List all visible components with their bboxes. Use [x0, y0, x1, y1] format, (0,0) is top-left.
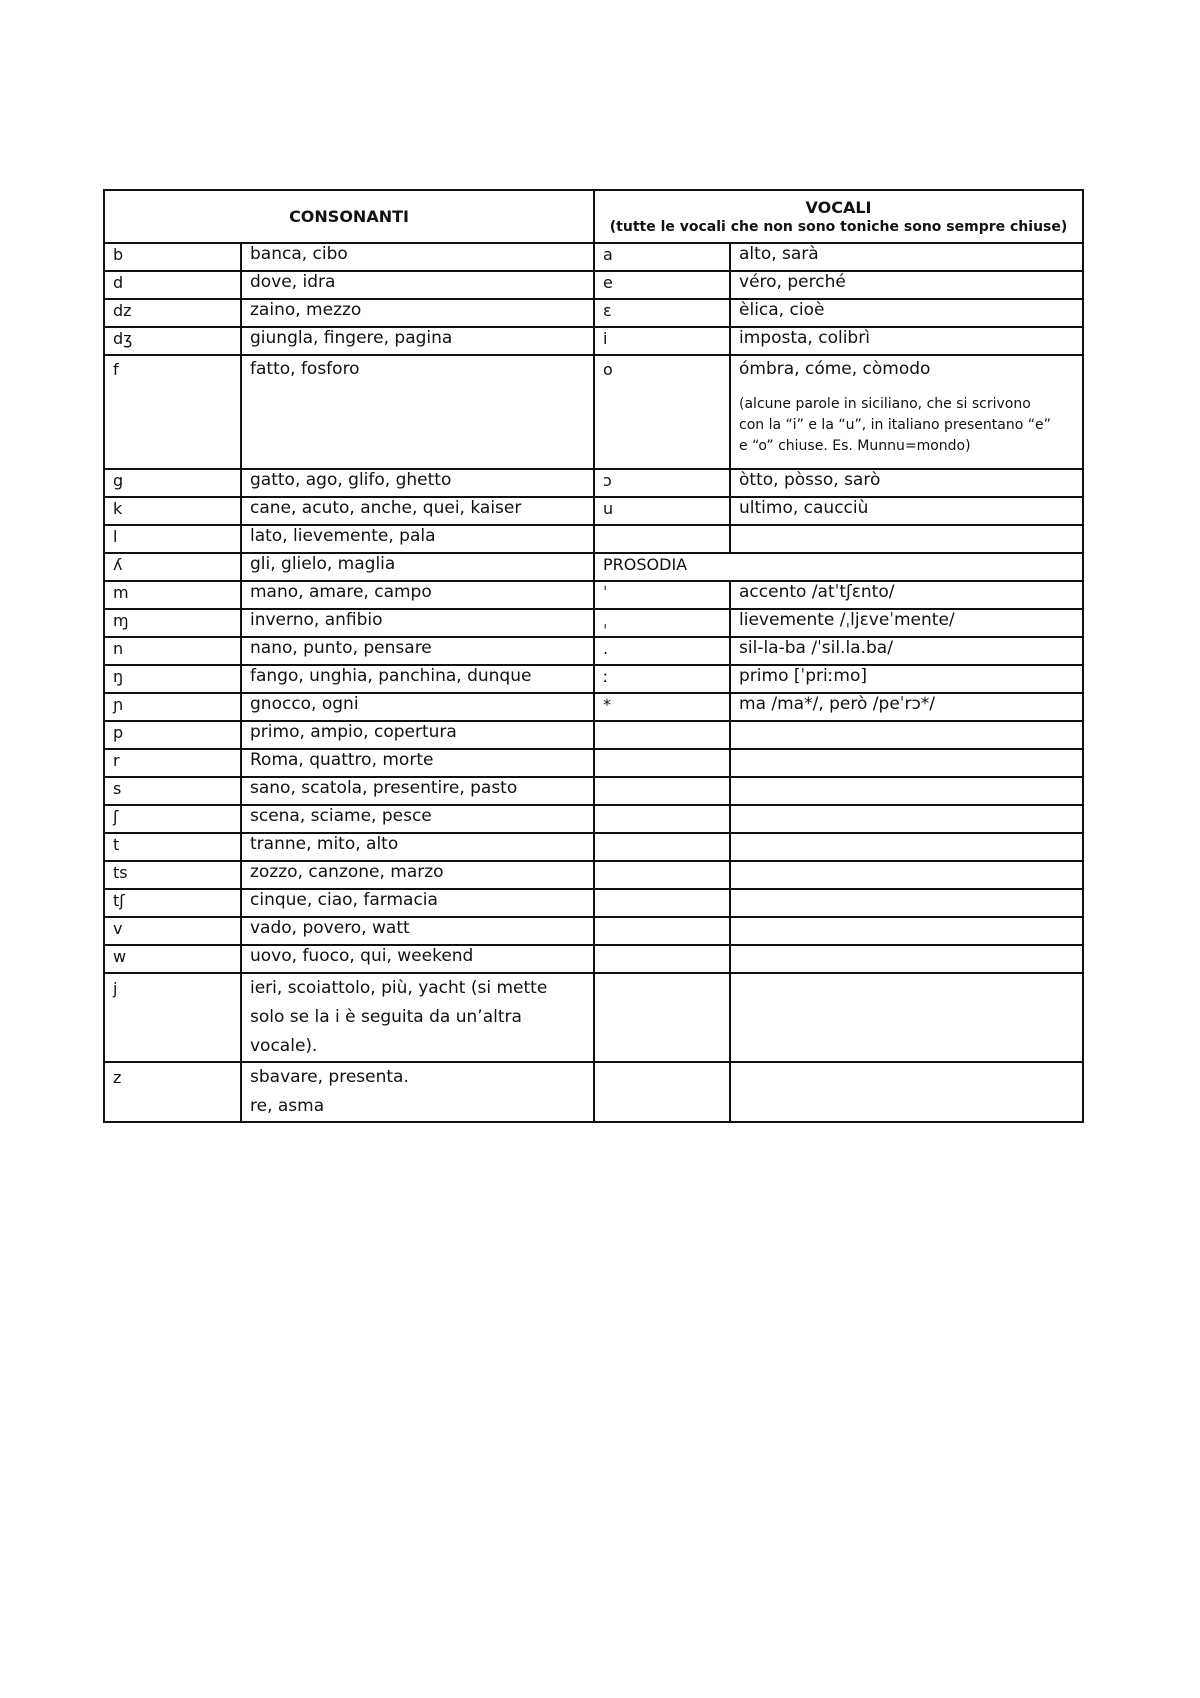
- consonant-symbol: ŋ: [104, 665, 241, 693]
- consonant-examples: mano, amare, campo: [241, 581, 594, 609]
- consonant-examples: primo, ampio, copertura: [241, 721, 594, 749]
- consonant-symbol: f: [104, 355, 241, 469]
- consonant-symbol: ʎ: [104, 553, 241, 581]
- consonant-examples: tranne, mito, alto: [241, 833, 594, 861]
- prosody-symbol: .: [594, 637, 730, 665]
- table-row: [104, 889, 1083, 917]
- consonant-symbol: tʃ: [104, 889, 241, 917]
- table-row: [104, 973, 1083, 1062]
- consonant-examples: banca, cibo: [241, 243, 594, 271]
- table-row: [104, 861, 1083, 889]
- consonant-examples: nano, punto, pensare: [241, 637, 594, 665]
- consonant-symbol: k: [104, 497, 241, 525]
- empty-cell: [594, 777, 730, 805]
- vowel-symbol: a: [594, 243, 730, 271]
- consonant-symbol: n: [104, 637, 241, 665]
- table-row: [104, 355, 1083, 469]
- consonant-examples-cell: [241, 973, 594, 1062]
- table-row: [104, 833, 1083, 861]
- empty-cell: [730, 945, 1083, 973]
- table-row: [104, 777, 1083, 805]
- table-row: [104, 1062, 1083, 1122]
- empty-cell: [730, 833, 1083, 861]
- table-row: [104, 469, 1083, 497]
- table-row: [104, 497, 1083, 525]
- consonant-examples-line: vocale).: [250, 1036, 318, 1056]
- consonant-examples: giungla, fingere, pagina: [241, 327, 594, 355]
- vowel-note-line: (alcune parole in siciliano, che si scrivono: [739, 396, 1031, 412]
- consonant-symbol: m: [104, 581, 241, 609]
- vowel-examples: òtto, pòsso, sarò: [730, 469, 1083, 497]
- table-row: [104, 271, 1083, 299]
- empty-cell: [594, 833, 730, 861]
- consonant-examples: cinque, ciao, farmacia: [241, 889, 594, 917]
- empty-cell: [594, 917, 730, 945]
- empty-cell: [730, 973, 1083, 1062]
- vowel-examples: ómbra, cóme, còmodo: [739, 359, 931, 379]
- vowel-symbol: ɛ: [594, 299, 730, 327]
- consonant-symbol: dʒ: [104, 327, 241, 355]
- consonant-symbol: d: [104, 271, 241, 299]
- consonant-examples-cell: [241, 1062, 594, 1122]
- consonant-symbol: j: [104, 973, 241, 1062]
- vowel-examples-cell: [730, 355, 1083, 469]
- empty-cell: [730, 777, 1083, 805]
- consonant-examples: uovo, fuoco, qui, weekend: [241, 945, 594, 973]
- vowel-symbol: o: [594, 355, 730, 469]
- empty-cell: [594, 973, 730, 1062]
- header-row: [104, 190, 1083, 243]
- consonanti-header: CONSONANTI: [104, 190, 594, 243]
- empty-cell: [594, 805, 730, 833]
- consonant-symbol: ɲ: [104, 693, 241, 721]
- prosody-examples: sil-la-ba /ˈsil.la.ba/: [730, 637, 1083, 665]
- empty-cell: [594, 721, 730, 749]
- table-row: [104, 721, 1083, 749]
- vowel-examples: alto, sarà: [730, 243, 1083, 271]
- consonant-examples: inverno, anfibio: [241, 609, 594, 637]
- prosody-symbol: ˈ: [594, 581, 730, 609]
- vowel-examples: véro, perché: [730, 271, 1083, 299]
- consonant-examples: sano, scatola, presentire, pasto: [241, 777, 594, 805]
- consonant-symbol: ts: [104, 861, 241, 889]
- vocali-note: (tutte le vocali che non sono toniche sono sempre chiuse): [609, 219, 1068, 235]
- empty-cell: [594, 889, 730, 917]
- table-row: [104, 581, 1083, 609]
- consonant-symbol: g: [104, 469, 241, 497]
- prosody-symbol: ː: [594, 665, 730, 693]
- table-row: [104, 299, 1083, 327]
- consonant-examples: zaino, mezzo: [241, 299, 594, 327]
- empty-cell: [730, 889, 1083, 917]
- prosody-examples: accento /atˈtʃɛnto/: [730, 581, 1083, 609]
- consonant-examples: gatto, ago, glifo, ghetto: [241, 469, 594, 497]
- consonant-examples-line: re, asma: [250, 1096, 325, 1116]
- empty-cell: [730, 1062, 1083, 1122]
- empty-cell: [730, 861, 1083, 889]
- consonant-symbol: ɱ: [104, 609, 241, 637]
- consonant-examples-line: ieri, scoiattolo, più, yacht (si mette: [250, 978, 548, 998]
- vowel-examples: ultimo, caucciù: [730, 497, 1083, 525]
- prosody-symbol: *: [594, 693, 730, 721]
- vocali-header: [594, 190, 1083, 243]
- prosody-examples: lievemente /ˌljɛveˈmente/: [730, 609, 1083, 637]
- vowel-symbol: u: [594, 497, 730, 525]
- vowel-examples: imposta, colibrì: [730, 327, 1083, 355]
- consonant-examples: Roma, quattro, morte: [241, 749, 594, 777]
- vocali-title: VOCALI: [805, 198, 872, 217]
- vowel-symbol: e: [594, 271, 730, 299]
- consonant-examples: gnocco, ogni: [241, 693, 594, 721]
- consonant-examples: cane, acuto, anche, quei, kaiser: [241, 497, 594, 525]
- consonant-examples: dove, idra: [241, 271, 594, 299]
- ipa-table: [103, 189, 1084, 1123]
- consonant-symbol: z: [104, 1062, 241, 1122]
- prosody-examples: ma /ma*/, però /peˈrɔ*/: [730, 693, 1083, 721]
- consonant-symbol: p: [104, 721, 241, 749]
- empty-cell: [594, 861, 730, 889]
- empty-cell: [730, 805, 1083, 833]
- consonant-examples: fango, unghia, panchina, dunque: [241, 665, 594, 693]
- table-row: [104, 243, 1083, 271]
- vowel-note-line: con la “i” e la “u”, in italiano presentano “e”: [739, 417, 1051, 433]
- empty-cell: [730, 525, 1083, 553]
- empty-cell: [594, 749, 730, 777]
- consonant-examples: vado, povero, watt: [241, 917, 594, 945]
- vowel-note-line: e “o” chiuse. Es. Munnu=mondo): [739, 438, 971, 454]
- consonant-examples: zozzo, canzone, marzo: [241, 861, 594, 889]
- prosody-examples: primo [ˈpriːmo]: [730, 665, 1083, 693]
- consonant-examples: lato, lievemente, pala: [241, 525, 594, 553]
- table-row: [104, 749, 1083, 777]
- vowel-note: [739, 394, 1074, 457]
- consonant-symbol: ʃ: [104, 805, 241, 833]
- consonant-symbol: r: [104, 749, 241, 777]
- consonant-examples: gli, glielo, maglia: [241, 553, 594, 581]
- empty-cell: [730, 749, 1083, 777]
- table-row: [104, 637, 1083, 665]
- table-row: [104, 665, 1083, 693]
- consonant-symbol: b: [104, 243, 241, 271]
- empty-cell: [594, 525, 730, 553]
- empty-cell: [730, 721, 1083, 749]
- consonant-symbol: w: [104, 945, 241, 973]
- empty-cell: [594, 945, 730, 973]
- table-row: [104, 693, 1083, 721]
- empty-cell: [730, 917, 1083, 945]
- vowel-examples: èlica, cioè: [730, 299, 1083, 327]
- consonant-symbol: t: [104, 833, 241, 861]
- consonant-examples: scena, sciame, pesce: [241, 805, 594, 833]
- prosodia-header: PROSODIA: [594, 553, 1083, 581]
- consonant-symbol: dz: [104, 299, 241, 327]
- table-row: [104, 327, 1083, 355]
- vowel-symbol: ɔ: [594, 469, 730, 497]
- table-row: [104, 945, 1083, 973]
- table-row: [104, 917, 1083, 945]
- consonant-symbol: v: [104, 917, 241, 945]
- table-row: [104, 553, 1083, 581]
- consonant-examples: fatto, fosforo: [241, 355, 594, 469]
- consonant-examples-line: solo se la i è seguita da un’altra: [250, 1007, 522, 1027]
- consonant-symbol: l: [104, 525, 241, 553]
- prosody-symbol: ˌ: [594, 609, 730, 637]
- empty-cell: [594, 1062, 730, 1122]
- table-row: [104, 525, 1083, 553]
- consonant-symbol: s: [104, 777, 241, 805]
- table-row: [104, 805, 1083, 833]
- table-row: [104, 609, 1083, 637]
- consonant-examples-line: sbavare, presenta.: [250, 1067, 409, 1087]
- vowel-symbol: i: [594, 327, 730, 355]
